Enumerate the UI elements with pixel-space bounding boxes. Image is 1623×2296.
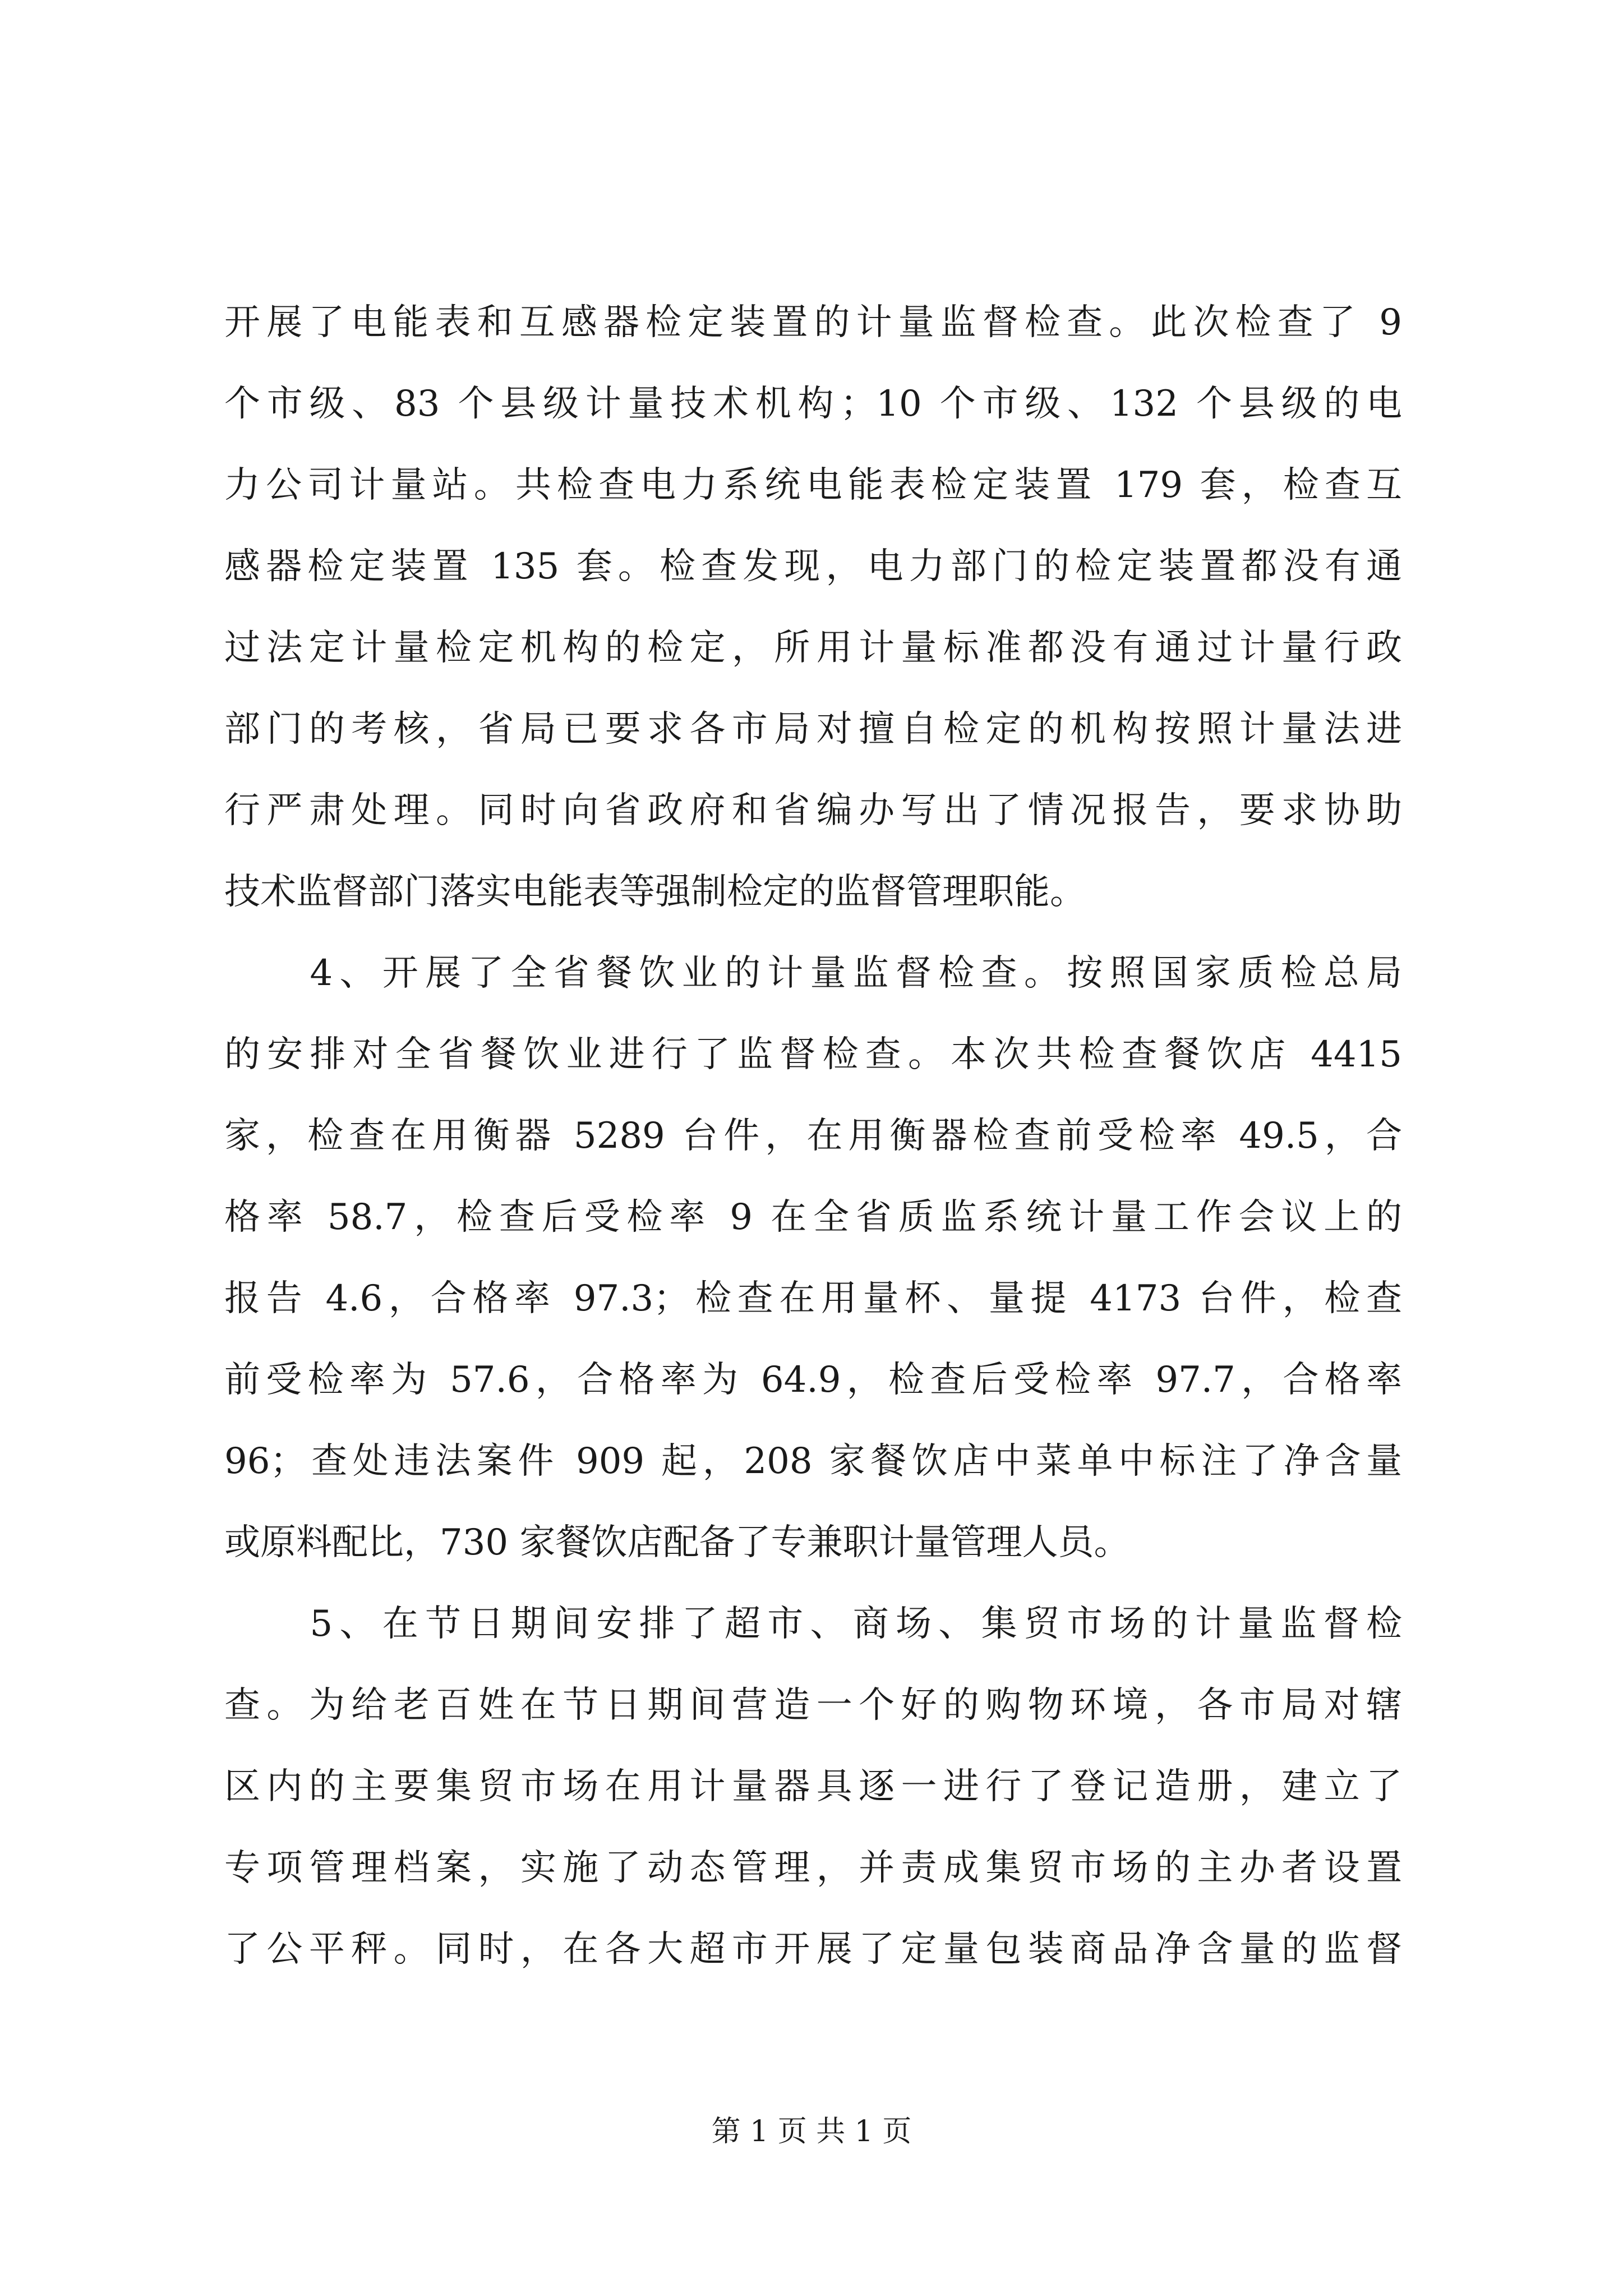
page-number-footer: 第 1 页 共 1 页 [711, 2115, 912, 2148]
text-line: 个市级、83 个县级计量技术机构；10 个市级、132 个县级的电 [224, 383, 1402, 425]
text-line: 感器检定装置 135 套。检查发现，电力部门的检定装置都没有通 [224, 546, 1402, 587]
text-line: 前受检率为 57.6，合格率为 64.9，检查后受检率 97.7，合格率 [224, 1359, 1402, 1401]
text-line: 或原料配比，730 家餐饮店配备了专兼职计量管理人员。 [224, 1522, 1130, 1563]
text-line: 区内的主要集贸市场在用计量器具逐一进行了登记造册，建立了 [224, 1766, 1402, 1807]
text-line: 专项管理档案，实施了动态管理，并责成集贸市场的主办者设置 [224, 1847, 1402, 1889]
text-line: 家，检查在用衡器 5289 台件，在用衡器检查前受检率 49.5，合 [224, 1115, 1402, 1157]
text-line: 了公平秤。同时，在各大超市开展了定量包装商品净含量的监督 [224, 1929, 1402, 1970]
text-line: 4、开展了全省餐饮业的计量监督检查。按照国家质检总局 [224, 953, 1402, 994]
text-line: 部门的考核，省局已要求各市局对擅自检定的机构按照计量法进 [224, 708, 1402, 750]
text-line: 开展了电能表和互感器检定装置的计量监督检查。此次检查了 9 [224, 302, 1402, 343]
text-line: 96；查处违法案件 909 起，208 家餐饮店中菜单中标注了净含量 [224, 1441, 1402, 1482]
text-line: 的安排对全省餐饮业进行了监督检查。本次共检查餐饮店 4415 [224, 1034, 1402, 1075]
text-line: 力公司计量站。共检查电力系统电能表检定装置 179 套，检查互 [224, 464, 1402, 506]
text-line: 过法定计量检定机构的检定，所用计量标准都没有通过计量行政 [224, 627, 1402, 669]
text-line: 查。为给老百姓在节日期间营造一个好的购物环境，各市局对辖 [224, 1685, 1402, 1726]
text-line: 报告 4.6，合格率 97.3；检查在用量杯、量提 4173 台件，检查 [224, 1278, 1402, 1319]
text-line: 技术监督部门落实电能表等强制检定的监督管理职能。 [224, 871, 1086, 913]
text-line: 5、在节日期间安排了超市、商场、集贸市场的计量监督检 [224, 1603, 1402, 1645]
text-line: 格率 58.7，检查后受检率 9 在全省质监系统计量工作会议上的 [224, 1197, 1402, 1238]
text-line: 行严肃处理。同时向省政府和省编办写出了情况报告，要求协助 [224, 790, 1402, 831]
